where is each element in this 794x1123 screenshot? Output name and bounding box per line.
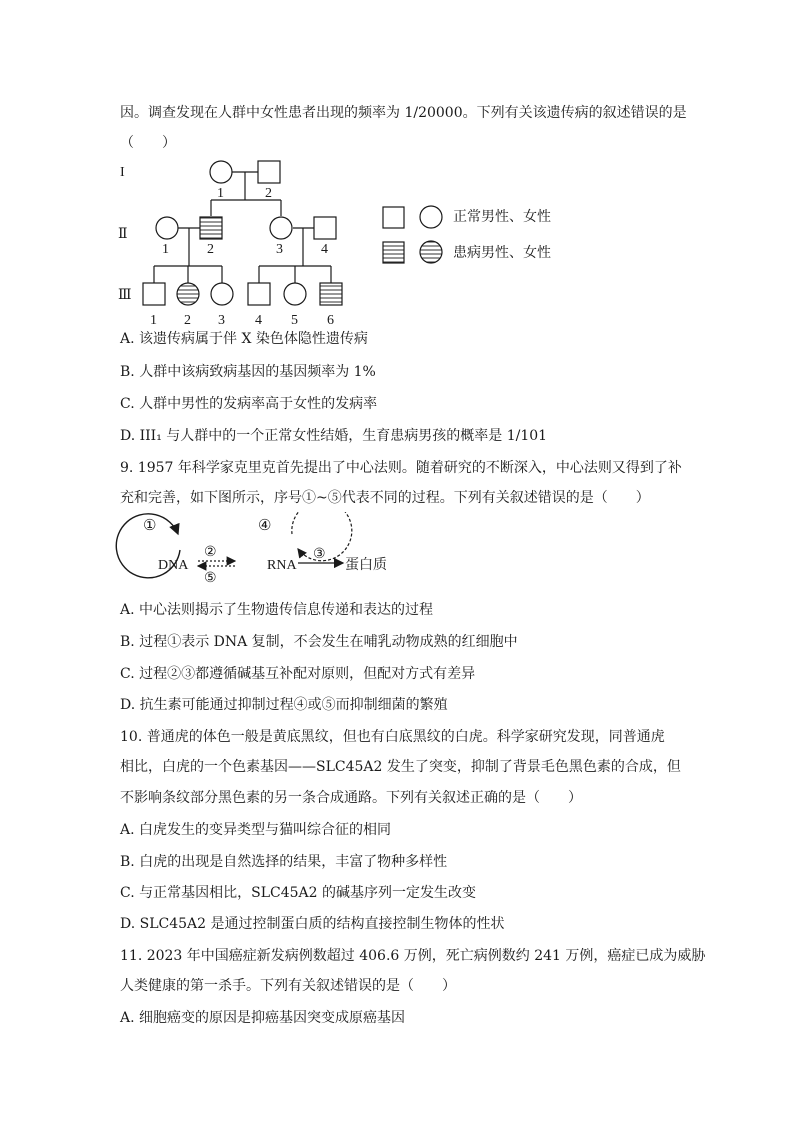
gen3-num-3: 3 — [218, 313, 225, 328]
q10-stem-line3: 不影响条纹部分黑色素的另一条合成通路。下列有关叙述正确的是（ ） — [120, 790, 582, 806]
gen3-affected-male-6 — [320, 283, 342, 305]
q11-option-a: A. 细胞癌变的原因是抑癌基因突变成原癌基因 — [120, 1010, 406, 1026]
gen2-male-4 — [314, 217, 336, 239]
gen3-female-3 — [211, 283, 233, 305]
process-5-label: ⑤ — [204, 571, 217, 586]
q10-stem-line1: 10. 普通虎的体色一般是黄底黑纹，但也有白底黑纹的白虎。科学家研究发现，同普通虎 — [120, 729, 665, 745]
gen1-female-1 — [210, 161, 232, 183]
central-dogma-diagram — [110, 512, 410, 592]
protein-label: 蛋白质 — [345, 558, 387, 573]
gen3-female-5 — [284, 283, 306, 305]
gen-label-3: Ⅲ — [118, 288, 132, 303]
gen2-affected-male-2 — [200, 217, 222, 239]
dna-label: DNA — [158, 558, 189, 573]
q8-option-d: D. III₁ 与人群中的一个正常女性结婚，生育患病男孩的概率是 1/101 — [120, 428, 548, 444]
gen3-affected-female-2 — [177, 283, 199, 305]
legend-affected-male-symbol — [383, 242, 404, 263]
q10-stem-line2: 相比，白虎的一个色素基因——SLC45A2 发生了突变，抑制了背景毛色黑色素的合成，但 — [120, 759, 681, 775]
gen2-female-3 — [270, 217, 292, 239]
gen1-male-2 — [258, 161, 280, 183]
pedigree-chart — [110, 145, 370, 330]
gen3-num-1: 1 — [150, 313, 157, 328]
legend-normal-female-symbol — [420, 206, 442, 228]
gen3-num-2: 2 — [184, 313, 191, 328]
gen3-male-4 — [248, 283, 270, 305]
gen-label-1: I — [120, 165, 125, 180]
gen2-num-1: 1 — [162, 242, 169, 257]
rna-label: RNA — [267, 558, 297, 573]
gen3-num-4: 4 — [255, 313, 262, 328]
process-3-label: ③ — [313, 547, 326, 562]
q9-option-d: D. 抗生素可能通过抑制过程④或⑤而抑制细菌的繁殖 — [120, 697, 448, 713]
gen2-num-4: 4 — [321, 242, 328, 257]
gen3-male-1 — [143, 283, 165, 305]
gen-label-2: Ⅱ — [118, 227, 128, 242]
q10-option-a: A. 白虎发生的变异类型与猫叫综合征的相同 — [120, 822, 392, 838]
gen1-num-2: 2 — [265, 186, 272, 201]
process-2-label: ② — [204, 545, 217, 560]
q9-stem-line2: 充和完善，如下图所示，序号①~⑤代表不同的过程。下列有关叙述错误的是（ ） — [120, 490, 650, 506]
process-1-label: ① — [143, 518, 157, 534]
q11-stem-line1: 11. 2023 年中国癌症新发病例数超过 406.6 万例，死亡病例数约 241 万例，癌症已成为威胁 — [120, 948, 706, 964]
gen1-num-1: 1 — [217, 186, 224, 201]
q10-option-d: D. SLC45A2 是通过控制蛋白质的结构直接控制生物体的性状 — [120, 916, 505, 932]
gen2-num-3: 3 — [276, 242, 283, 257]
q8-option-b: B. 人群中该病致病基因的基因频率为 1% — [120, 364, 376, 380]
q10-option-b: B. 白虎的出现是自然选择的结果，丰富了物种多样性 — [120, 854, 448, 870]
legend-normal-male-symbol — [383, 207, 404, 228]
pedigree-legend-symbols — [380, 205, 450, 265]
q11-stem-line2: 人类健康的第一杀手。下列有关叙述错误的是（ ） — [120, 978, 456, 994]
gen2-female-1 — [156, 217, 178, 239]
process-4-label: ④ — [258, 518, 272, 534]
legend-affected-female-symbol — [420, 241, 442, 263]
legend-normal-label: 正常男性、女性 — [453, 209, 551, 225]
q8-stem-line1: 因。调查发现在人群中女性患者出现的频率为 1/20000。下列有关该遗传病的叙述错误的是 — [120, 105, 687, 121]
q10-option-c: C. 与正常基因相比，SLC45A2 的碱基序列一定发生改变 — [120, 885, 476, 901]
gen3-num-5: 5 — [291, 313, 298, 328]
q8-option-a: A. 该遗传病属于伴 X 染色体隐性遗传病 — [120, 331, 368, 347]
legend-affected-label: 患病男性、女性 — [453, 245, 551, 261]
gen3-num-6: 6 — [327, 313, 334, 328]
gen2-num-2: 2 — [207, 242, 214, 257]
q9-stem-line1: 9. 1957 年科学家克里克首先提出了中心法则。随着研究的不断深入，中心法则又得到了补 — [120, 460, 682, 476]
q8-stem-line2: （ ） — [120, 135, 176, 151]
q8-option-c: C. 人群中男性的发病率高于女性的发病率 — [120, 396, 378, 412]
q9-option-b: B. 过程①表示 DNA 复制，不会发生在哺乳动物成熟的红细胞中 — [120, 634, 518, 650]
q9-option-c: C. 过程②③都遵循碱基互补配对原则，但配对方式有差异 — [120, 666, 476, 682]
q9-option-a: A. 中心法则揭示了生物遗传信息传递和表达的过程 — [120, 602, 434, 618]
